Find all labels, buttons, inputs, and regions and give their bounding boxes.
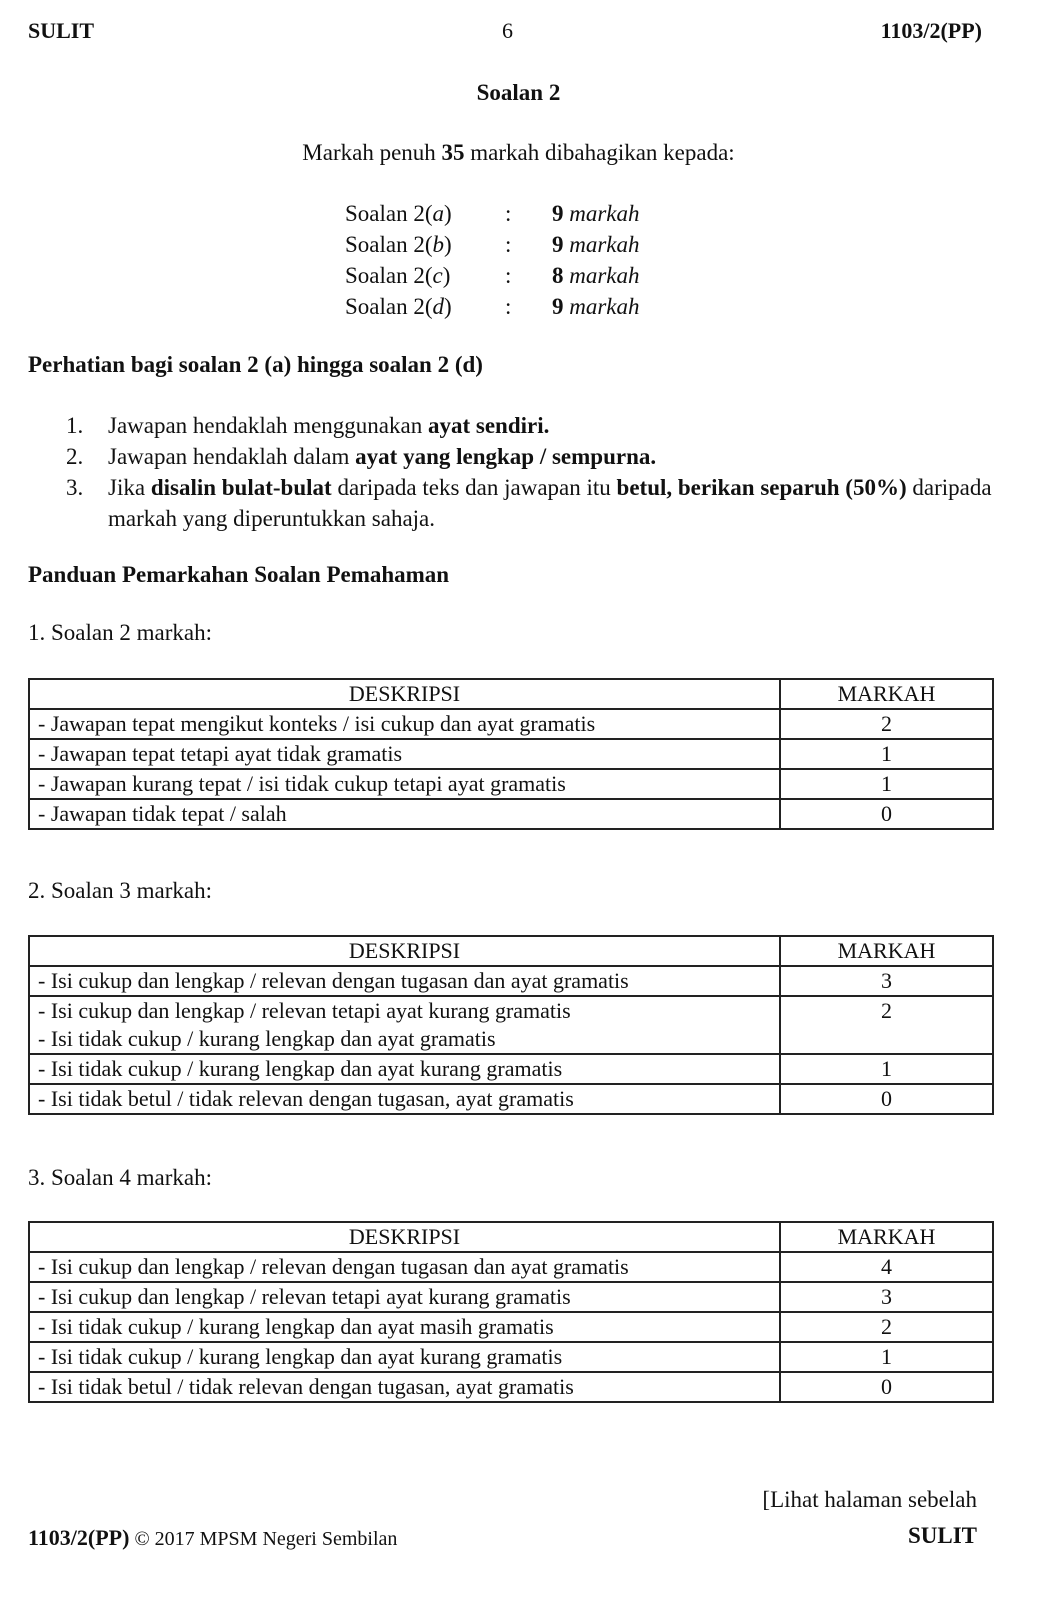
- col-header-mark: MARKAH: [780, 679, 993, 709]
- col-header-mark: MARKAH: [780, 936, 993, 966]
- table-row: - Isi cukup dan lengkap / relevan tetapi ayat kurang gramatis - Isi tidak cukup / kurang lengkap dan ayat gramatis 2: [29, 996, 993, 1054]
- footer-sulit: SULIT: [907, 1523, 977, 1548]
- notes-list: [66, 410, 996, 534]
- page-number: 6: [502, 18, 513, 43]
- col-header-desc: DESKRIPSI: [29, 1222, 780, 1252]
- col-header-mark: MARKAH: [780, 1222, 993, 1252]
- table-row: - Isi cukup dan lengkap / relevan tetapi ayat kurang gramatis 3: [29, 1282, 993, 1312]
- table-row: - Isi tidak cukup / kurang lengkap dan ayat masih gramatis 2: [29, 1312, 993, 1342]
- table-row: - Isi cukup dan lengkap / relevan dengan tugasan dan ayat gramatis 4: [29, 1252, 993, 1282]
- table-row: - Isi tidak betul / tidak relevan dengan tugasan, ayat gramatis 0: [29, 1372, 993, 1402]
- intro-text: Markah penuh 35 markah dibahagikan kepada:: [302, 140, 735, 165]
- section-heading: 1. Soalan 2 markah:: [28, 620, 212, 645]
- note-item: 2. Jawapan hendaklah dalam ayat yang lengkap / sempurna.: [66, 444, 657, 469]
- rubric-table-3-marks: [28, 935, 994, 1115]
- table-row: - Jawapan tepat tetapi ayat tidak gramatis 1: [29, 739, 993, 769]
- footer-copyright: 1103/2(PP) © 2017 MPSM Negeri Sembilan: [28, 1525, 398, 1550]
- table-row: - Isi tidak cukup / kurang lengkap dan ayat kurang gramatis 1: [29, 1054, 993, 1084]
- allocation-row: Soalan 2(b) : 9 markah: [345, 232, 640, 257]
- table-row: - Isi cukup dan lengkap / relevan dengan tugasan dan ayat gramatis 3: [29, 966, 993, 996]
- section-heading: 3. Soalan 4 markah:: [28, 1165, 212, 1190]
- table-row: - Jawapan tidak tepat / salah 0: [29, 799, 993, 829]
- allocation-row: Soalan 2(c) : 8 markah: [345, 263, 640, 288]
- table-row: - Isi tidak cukup / kurang lengkap dan ayat kurang gramatis 1: [29, 1342, 993, 1372]
- table-row: - Jawapan tepat mengikut konteks / isi cukup dan ayat gramatis 2: [29, 709, 993, 739]
- allocation-row: Soalan 2(d) : 9 markah: [345, 294, 640, 319]
- note-item: 3. Jika disalin bulat-bulat daripada teks dan jawapan itu betul, berikan separuh (50%) daripada markah yang diperuntukkan sahaja.: [66, 475, 992, 531]
- rubric-table-4-marks: [28, 1221, 994, 1403]
- attention-heading: Perhatian bagi soalan 2 (a) hingga soalan 2 (d): [28, 352, 483, 377]
- guide-title: Panduan Pemarkahan Soalan Pemahaman: [28, 562, 450, 587]
- page-title: Soalan 2: [476, 80, 561, 105]
- header-code: 1103/2(PP): [880, 18, 982, 43]
- rubric-table-2-marks: [28, 678, 994, 830]
- allocation-row: Soalan 2(a) : 9 markah: [345, 201, 640, 226]
- mark-allocation: [345, 198, 640, 322]
- see-next-page: [Lihat halaman sebelah: [762, 1487, 977, 1512]
- table-row: - Isi tidak betul / tidak relevan dengan tugasan, ayat gramatis 0: [29, 1084, 993, 1114]
- note-item: 1. Jawapan hendaklah menggunakan ayat sendiri.: [66, 413, 550, 438]
- section-heading: 2. Soalan 3 markah:: [28, 878, 212, 903]
- col-header-desc: DESKRIPSI: [29, 936, 780, 966]
- table-row: - Jawapan kurang tepat / isi tidak cukup tetapi ayat gramatis 1: [29, 769, 993, 799]
- col-header-desc: DESKRIPSI: [29, 679, 780, 709]
- header-sulit: SULIT: [28, 18, 95, 43]
